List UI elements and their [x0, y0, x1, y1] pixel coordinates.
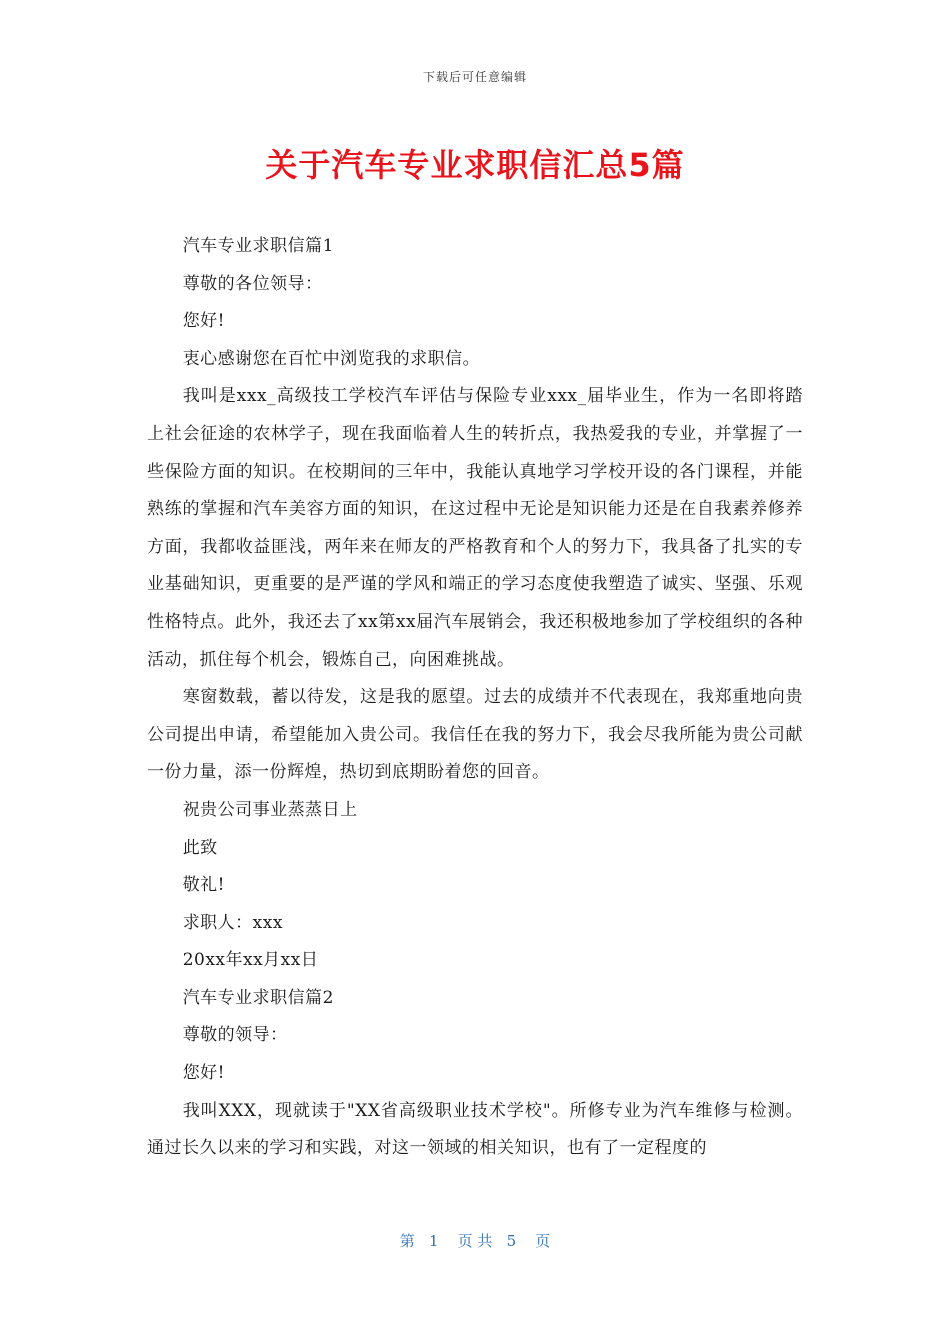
- salutation: 尊敬的领导：: [182, 1025, 288, 1046]
- closing-wish: 祝贵公司事业蒸蒸日上: [182, 799, 358, 820]
- salutation: 尊敬的各位领导：: [182, 273, 323, 294]
- document-title: 关于汽车专业求职信汇总5篇: [265, 146, 685, 184]
- signature-date: 20xx年xx月xx日: [182, 950, 319, 971]
- page-number-footer: 第 1 页 共 5 页: [399, 1232, 551, 1250]
- section-heading-1: 汽车专业求职信篇1: [182, 236, 335, 256]
- signature-applicant: 求职人：xxx: [182, 912, 283, 933]
- greeting: 您好!: [182, 311, 226, 332]
- body-paragraph: 我叫XXX，现就读于"XX省高级职业技术学校"。所修专业为汽车维修与检测。通过长久以来的学习和实践，对这一领域的相关知识，也有了一定程度的: [147, 1100, 803, 1159]
- body-paragraph: 寒窗数载，蓄以待发，这是我的愿望。过去的成绩并不代表现在，我郑重地向贵公司提出申请，希望能加入贵公司。我信任在我的努力下，我会尽我所能为贵公司献一份力量，添一份辉煌，热切到底期盼着您的回音。: [147, 687, 803, 783]
- closing-jingli: 敬礼!: [182, 875, 226, 896]
- body-paragraph: 衷心感谢您在百忙中浏览我的求职信。: [182, 348, 481, 369]
- header-note: 下载后可任意编辑: [422, 70, 527, 84]
- greeting: 您好!: [182, 1063, 226, 1084]
- body-paragraph: 我叫是xxx_高级技工学校汽车评估与保险专业xxx_届毕业生，作为一名即将踏上社会征途的农林学子，现在我面临着人生的转折点，我热爱我的专业，并掌握了一些保险方面的知识。在校期间的三年中，我能认真地学习学校开设的各门课程，并能熟练的掌握和汽车美容方面的知识，在这过程中无论是知识能力还是在自我素养修养方面，我都收益匪浅，两年来在师友的严格教育和个人的努力下，我具备了扎实的专业基础知识，更重要的是严谨的学风和端正的学习态度使我塑造了诚实、坚强、乐观性格特点。此外，我还去了xx第xx届汽车展销会，我还积极地参加了学校组织的各种活动，抓住每个机会，锻炼自己，向困难挑战。: [147, 386, 803, 670]
- document-body: [147, 228, 803, 1168]
- closing-cizhi: 此致: [182, 837, 218, 858]
- section-heading-2: 汽车专业求职信篇2: [182, 987, 335, 1008]
